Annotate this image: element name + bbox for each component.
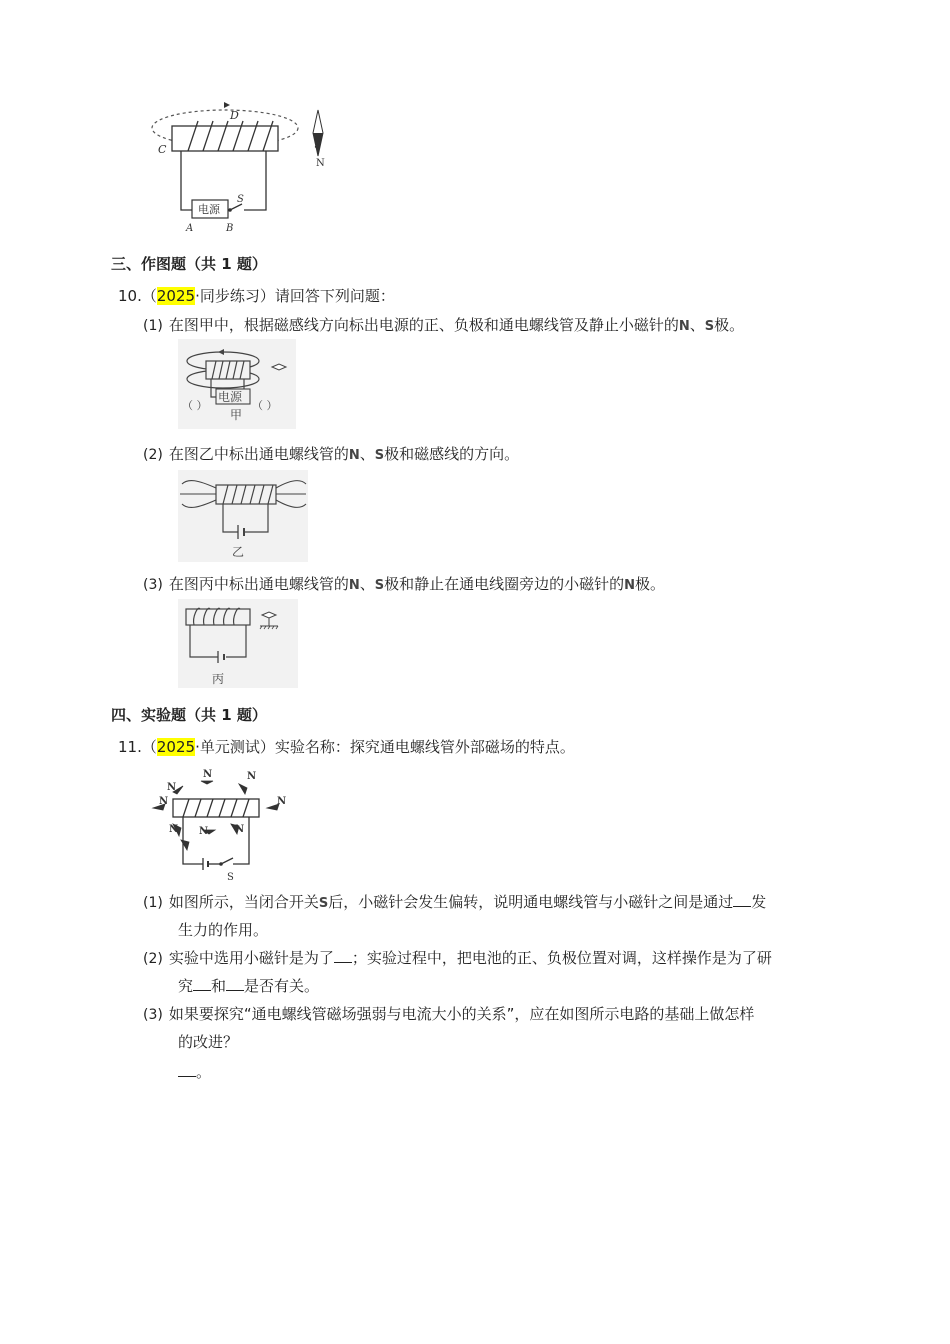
question-number: 10. — [118, 287, 142, 305]
needle-n-label: N — [247, 771, 257, 782]
paren-left: （ ） — [182, 399, 208, 412]
answer-blank[interactable] — [226, 976, 244, 991]
year-tag: 2025 — [156, 287, 196, 305]
figure-caption: 乙 — [232, 545, 245, 559]
switch-label: S — [237, 194, 244, 205]
answer-blank[interactable] — [334, 948, 352, 963]
needle-n-label: N — [203, 769, 213, 780]
needle-n-label: N — [277, 796, 287, 807]
section-title-drawing: 三、作图题（共 1 题） — [111, 255, 267, 273]
source-tag: ·同步练习） — [195, 287, 275, 305]
section-title-experiment: 四、实验题（共 1 题） — [111, 706, 267, 724]
needle-n-label: N — [169, 824, 179, 835]
power-source-label: 电源 — [198, 203, 220, 216]
figure-jia — [178, 339, 296, 429]
question-11-part-3-answer: 。 — [178, 1062, 211, 1082]
label-c: C — [158, 143, 167, 156]
question-number: 11. — [118, 738, 142, 756]
question-11-part-3-cont: 的改进？ — [178, 1033, 239, 1051]
question-11-part-3: (3) 如果要探究“通电螺线管磁场强弱与电流大小的关系”，应在如图所示电路的基础上做怎样 — [143, 1005, 755, 1023]
question-10-part-2: (2) 在图乙中标出通电螺线管的N、S极和磁感线的方向。 — [143, 445, 520, 463]
switch-label: S — [227, 872, 234, 882]
needle-n-label: N — [235, 824, 245, 835]
question-11-part-2: (2) 实验中选用小磁针是为了 ；实验过程中，把电池的正、负极位置对调，这样操作是为了研 — [143, 949, 772, 967]
figure-caption: 甲 — [230, 408, 243, 422]
question-text: 请回答下列问题： — [274, 287, 395, 305]
figure-bing — [178, 599, 298, 688]
figure-caption: 丙 — [212, 672, 225, 686]
answer-blank[interactable] — [733, 892, 751, 907]
label-b: B — [226, 223, 234, 234]
compass-label-s: S — [314, 140, 321, 151]
needle-n-label: N — [159, 796, 169, 807]
question-11-part-1: (1) 如图所示，当闭合开关S后，小磁针会发生偏转，说明通电螺线管与小磁针之间是通过 发 — [143, 893, 767, 911]
figure-experiment — [143, 764, 303, 882]
question-10-part-3: (3) 在图丙中标出通电螺线管的N、S极和静止在通电线圈旁边的小磁针的N极。 — [143, 575, 666, 593]
label-a: A — [186, 223, 194, 234]
question-11-part-2-cont: 究 和 是否有关。 — [178, 977, 320, 995]
paren-right: （ ） — [252, 399, 278, 412]
power-source-label: 电源 — [218, 390, 243, 404]
question-11-part-1-cont: 生力的作用。 — [178, 921, 269, 939]
question-10-stem: 10.（2025·同步练习）请回答下列问题： — [118, 287, 395, 305]
answer-blank[interactable] — [178, 1062, 196, 1077]
needle-n-label: N — [167, 782, 177, 793]
question-text: 实验名称：探究通电螺线管外部磁场的特点。 — [274, 738, 575, 756]
label-d: D — [230, 109, 239, 122]
question-11-stem: 11.（2025·单元测试）实验名称：探究通电螺线管外部磁场的特点。 — [118, 738, 575, 756]
needle-n-label: N — [199, 826, 209, 837]
question-10-part-1: (1) 在图甲中，根据磁感线方向标出电源的正、负极和通电螺线管及静止小磁针的N、S极。 — [143, 316, 745, 334]
figure-solenoid-compass — [148, 100, 348, 235]
answer-blank[interactable] — [193, 976, 211, 991]
source-tag: ·单元测试） — [195, 738, 275, 756]
figure-yi — [178, 470, 308, 562]
year-tag: 2025 — [156, 738, 196, 756]
compass-label-n: N — [316, 158, 325, 169]
